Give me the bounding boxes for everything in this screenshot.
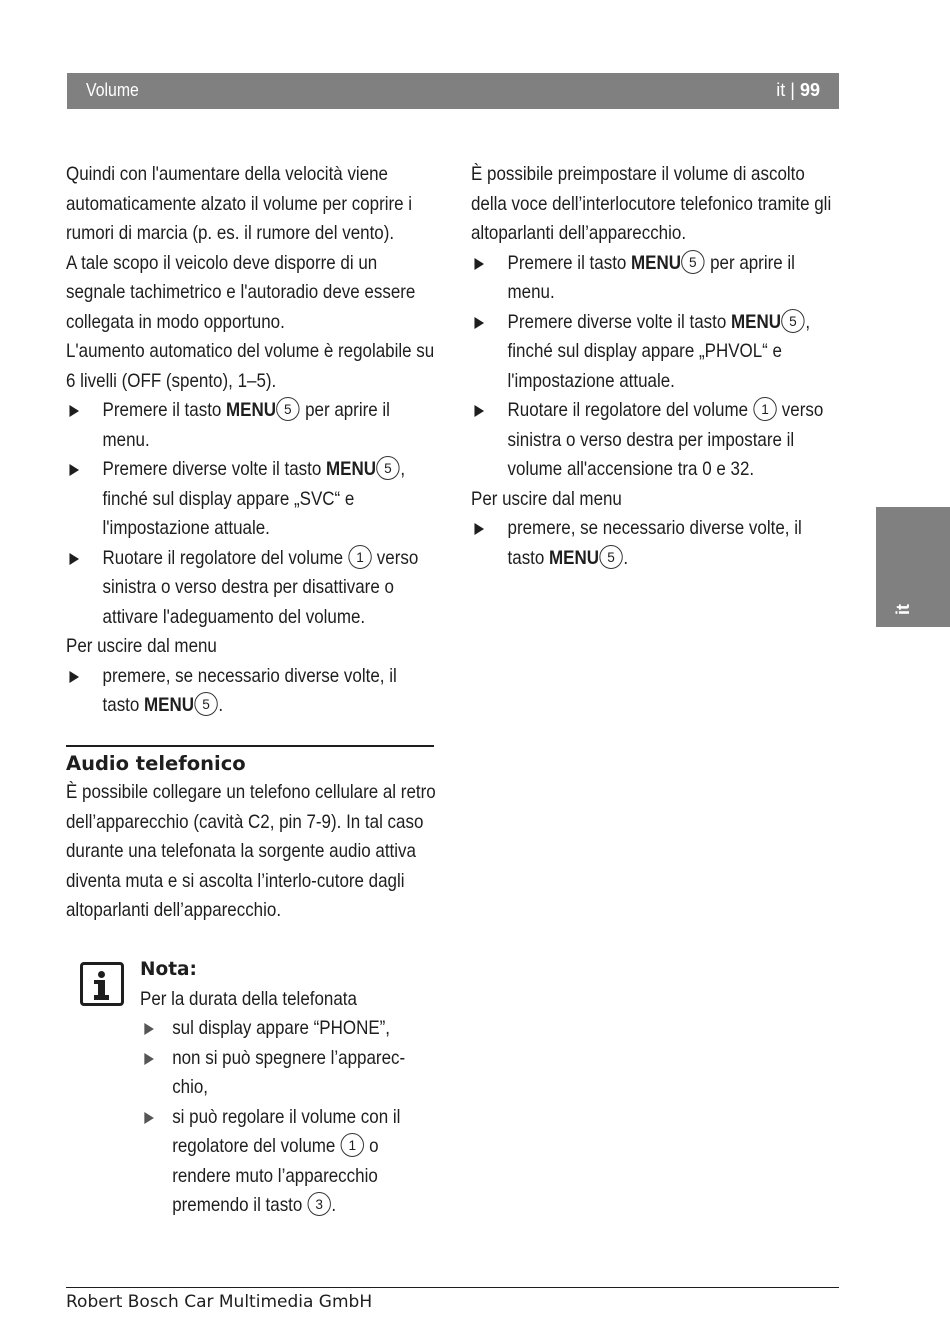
language-code: it bbox=[776, 80, 786, 100]
left-column bbox=[66, 160, 491, 721]
bullet-arrow-icon bbox=[69, 671, 79, 683]
key-number-badge: 5 bbox=[681, 250, 704, 274]
info-icon bbox=[80, 962, 124, 1006]
bullet-arrow-icon bbox=[69, 553, 79, 565]
page-info bbox=[776, 80, 820, 101]
key-number-badge: 1 bbox=[753, 397, 776, 421]
note-intro: Per la durata della telefonata bbox=[140, 987, 357, 1010]
section-heading: Audio telefonico bbox=[66, 752, 246, 775]
key-number-badge: 5 bbox=[194, 692, 217, 716]
bullet-arrow-icon bbox=[474, 523, 484, 535]
footer-divider bbox=[66, 1287, 839, 1288]
bullet-arrow-icon bbox=[474, 258, 484, 270]
key-number-badge: 3 bbox=[308, 1192, 331, 1216]
audio-section-body bbox=[66, 778, 491, 926]
bullet-arrow-icon bbox=[144, 1112, 154, 1124]
bullet-arrow-icon bbox=[474, 405, 484, 417]
list-item: sul display appare “PHONE”, bbox=[140, 1014, 436, 1044]
list-item: premere, se necessario diverse volte, il tasto MENU 5 . bbox=[471, 514, 836, 573]
paragraph: Quindi con l'aumentare della velocità viene automaticamente alzato il volume per coprire i rumori di marcia (p. es. il rumore del vento). bbox=[66, 163, 413, 244]
list-item: Premere diverse volte il tasto MENU 5 , finché sul display appare „PHVOL“ e l'impostazione attuale. bbox=[471, 308, 836, 397]
footer-company: Robert Bosch Car Multimedia GmbH bbox=[66, 1292, 373, 1312]
paragraph: A tale scopo il veicolo deve disporre di un segnale tachimetrico e l'autoradio deve essere collegata in modo opportuno. bbox=[66, 251, 416, 333]
list-item: premere, se necessario diverse volte, il tasto MENU 5 . bbox=[66, 662, 436, 721]
key-number-badge: 5 bbox=[376, 456, 399, 480]
right-column bbox=[471, 160, 891, 573]
bullet-arrow-icon bbox=[69, 464, 79, 476]
bullet-arrow-icon bbox=[144, 1023, 154, 1035]
list-item: Premere diverse volte il tasto MENU 5 , finché sul display appare „SVC“ e l'impostazione attuale. bbox=[66, 455, 436, 544]
key-number-badge: 5 bbox=[599, 545, 622, 569]
paragraph: L'aumento automatico del volume è regolabile su 6 livelli (OFF (spento), 1–5). bbox=[66, 340, 435, 392]
bullet-arrow-icon bbox=[474, 317, 484, 329]
list-item: Premere il tasto MENU 5 per aprire il menu. bbox=[471, 249, 836, 308]
list-item: non si può spegnere l’apparec-chio, bbox=[140, 1044, 436, 1103]
note-box bbox=[140, 955, 480, 1221]
bullet-arrow-icon bbox=[144, 1053, 154, 1065]
key-number-badge: 5 bbox=[781, 309, 804, 333]
section-divider bbox=[66, 745, 434, 747]
list-item: Premere il tasto MENU 5 per aprire il menu. bbox=[66, 396, 436, 455]
key-number-badge: 1 bbox=[341, 1133, 364, 1157]
note-title: Nota: bbox=[140, 959, 197, 980]
paragraph: È possibile preimpostare il volume di ascolto della voce dell’interlocutore telefonico tramite gli altoparlanti dell’apparecchio. bbox=[471, 163, 832, 244]
separator: | bbox=[790, 80, 795, 100]
page-header bbox=[67, 73, 839, 109]
side-tab-label: it bbox=[893, 604, 913, 615]
page-number: 99 bbox=[799, 80, 820, 100]
exit-label: Per uscire dal menu bbox=[66, 635, 217, 657]
list-item: si può regolare il volume con il regolatore del volume 1 o rendere muto l’apparecchio premendo il tasto 3 . bbox=[140, 1103, 436, 1221]
list-item: Ruotare il regolatore del volume 1 verso sinistra o verso destra per disattivare o attivare l'adeguamento del volume. bbox=[66, 544, 436, 633]
key-number-badge: 1 bbox=[348, 545, 371, 569]
list-item: Ruotare il regolatore del volume 1 verso sinistra o verso destra per impostare il volume all'accensione tra 0 e 32. bbox=[471, 396, 836, 485]
paragraph: È possibile collegare un telefono cellulare al retro dell’apparecchio (cavità C2, pin 7-9). In tal caso durante una telefonata la sorgente audio attiva diventa muta e si ascolta l’interlo-cutore dagli altoparlanti dell’apparecchio. bbox=[66, 781, 436, 921]
section-title: Volume bbox=[86, 80, 139, 100]
bullet-arrow-icon bbox=[69, 405, 79, 417]
exit-label: Per uscire dal menu bbox=[471, 487, 622, 510]
key-number-badge: 5 bbox=[276, 397, 299, 421]
